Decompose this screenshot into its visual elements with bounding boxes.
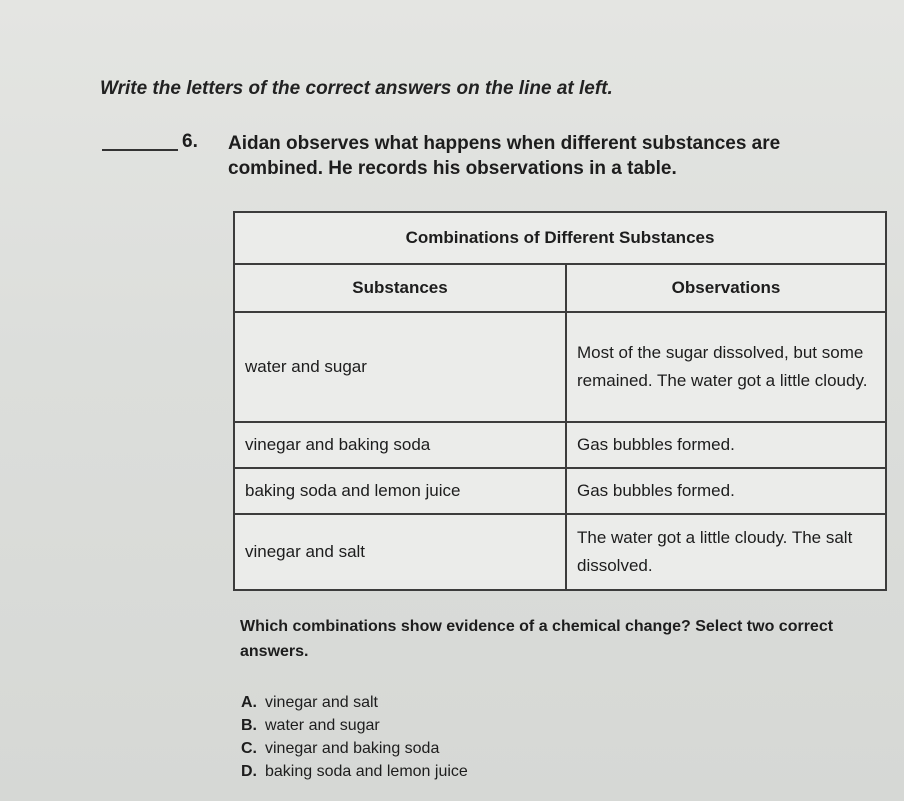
choice-c[interactable]	[241, 737, 468, 760]
question-number: 6.	[182, 131, 198, 152]
substances-cell: baking soda and lemon juice	[234, 468, 566, 514]
choice-d[interactable]	[241, 760, 468, 783]
column-header-observations: Observations	[566, 264, 886, 312]
choice-letter: A.	[241, 694, 257, 711]
choice-a[interactable]	[241, 691, 468, 714]
observations-cell: Gas bubbles formed.	[566, 422, 886, 468]
instructions: Write the letters of the correct answers on the line at left.	[100, 78, 613, 99]
choice-text: vinegar and baking soda	[265, 740, 440, 757]
answer-blank-line[interactable]	[102, 149, 178, 151]
observations-cell: Gas bubbles formed.	[566, 468, 886, 514]
table-row	[234, 468, 886, 514]
choice-letter: C.	[241, 740, 257, 757]
choice-text: water and sugar	[265, 717, 380, 734]
question-text: Aidan observes what happens when different substances are combined. He records his observations in a table.	[228, 133, 781, 179]
choice-letter: B.	[241, 717, 257, 734]
observations-cell: The water got a little cloudy. The salt dissolved.	[566, 514, 886, 590]
answer-choices	[241, 691, 468, 783]
observations-cell: Most of the sugar dissolved, but some remained. The water got a little cloudy.	[566, 312, 886, 422]
table-row	[234, 514, 886, 590]
substances-cell: water and sugar	[234, 312, 566, 422]
observations-table	[233, 211, 887, 591]
choice-letter: D.	[241, 763, 257, 780]
table-title: Combinations of Different Substances	[234, 212, 886, 264]
choice-b[interactable]	[241, 714, 468, 737]
choice-text: baking soda and lemon juice	[265, 763, 468, 780]
selection-prompt: Which combinations show evidence of a chemical change? Select two correct answers.	[240, 618, 834, 660]
table-row	[234, 312, 886, 422]
substances-cell: vinegar and baking soda	[234, 422, 566, 468]
substances-cell: vinegar and salt	[234, 514, 566, 590]
choice-text: vinegar and salt	[265, 694, 378, 711]
column-header-substances: Substances	[234, 264, 566, 312]
table-row	[234, 422, 886, 468]
